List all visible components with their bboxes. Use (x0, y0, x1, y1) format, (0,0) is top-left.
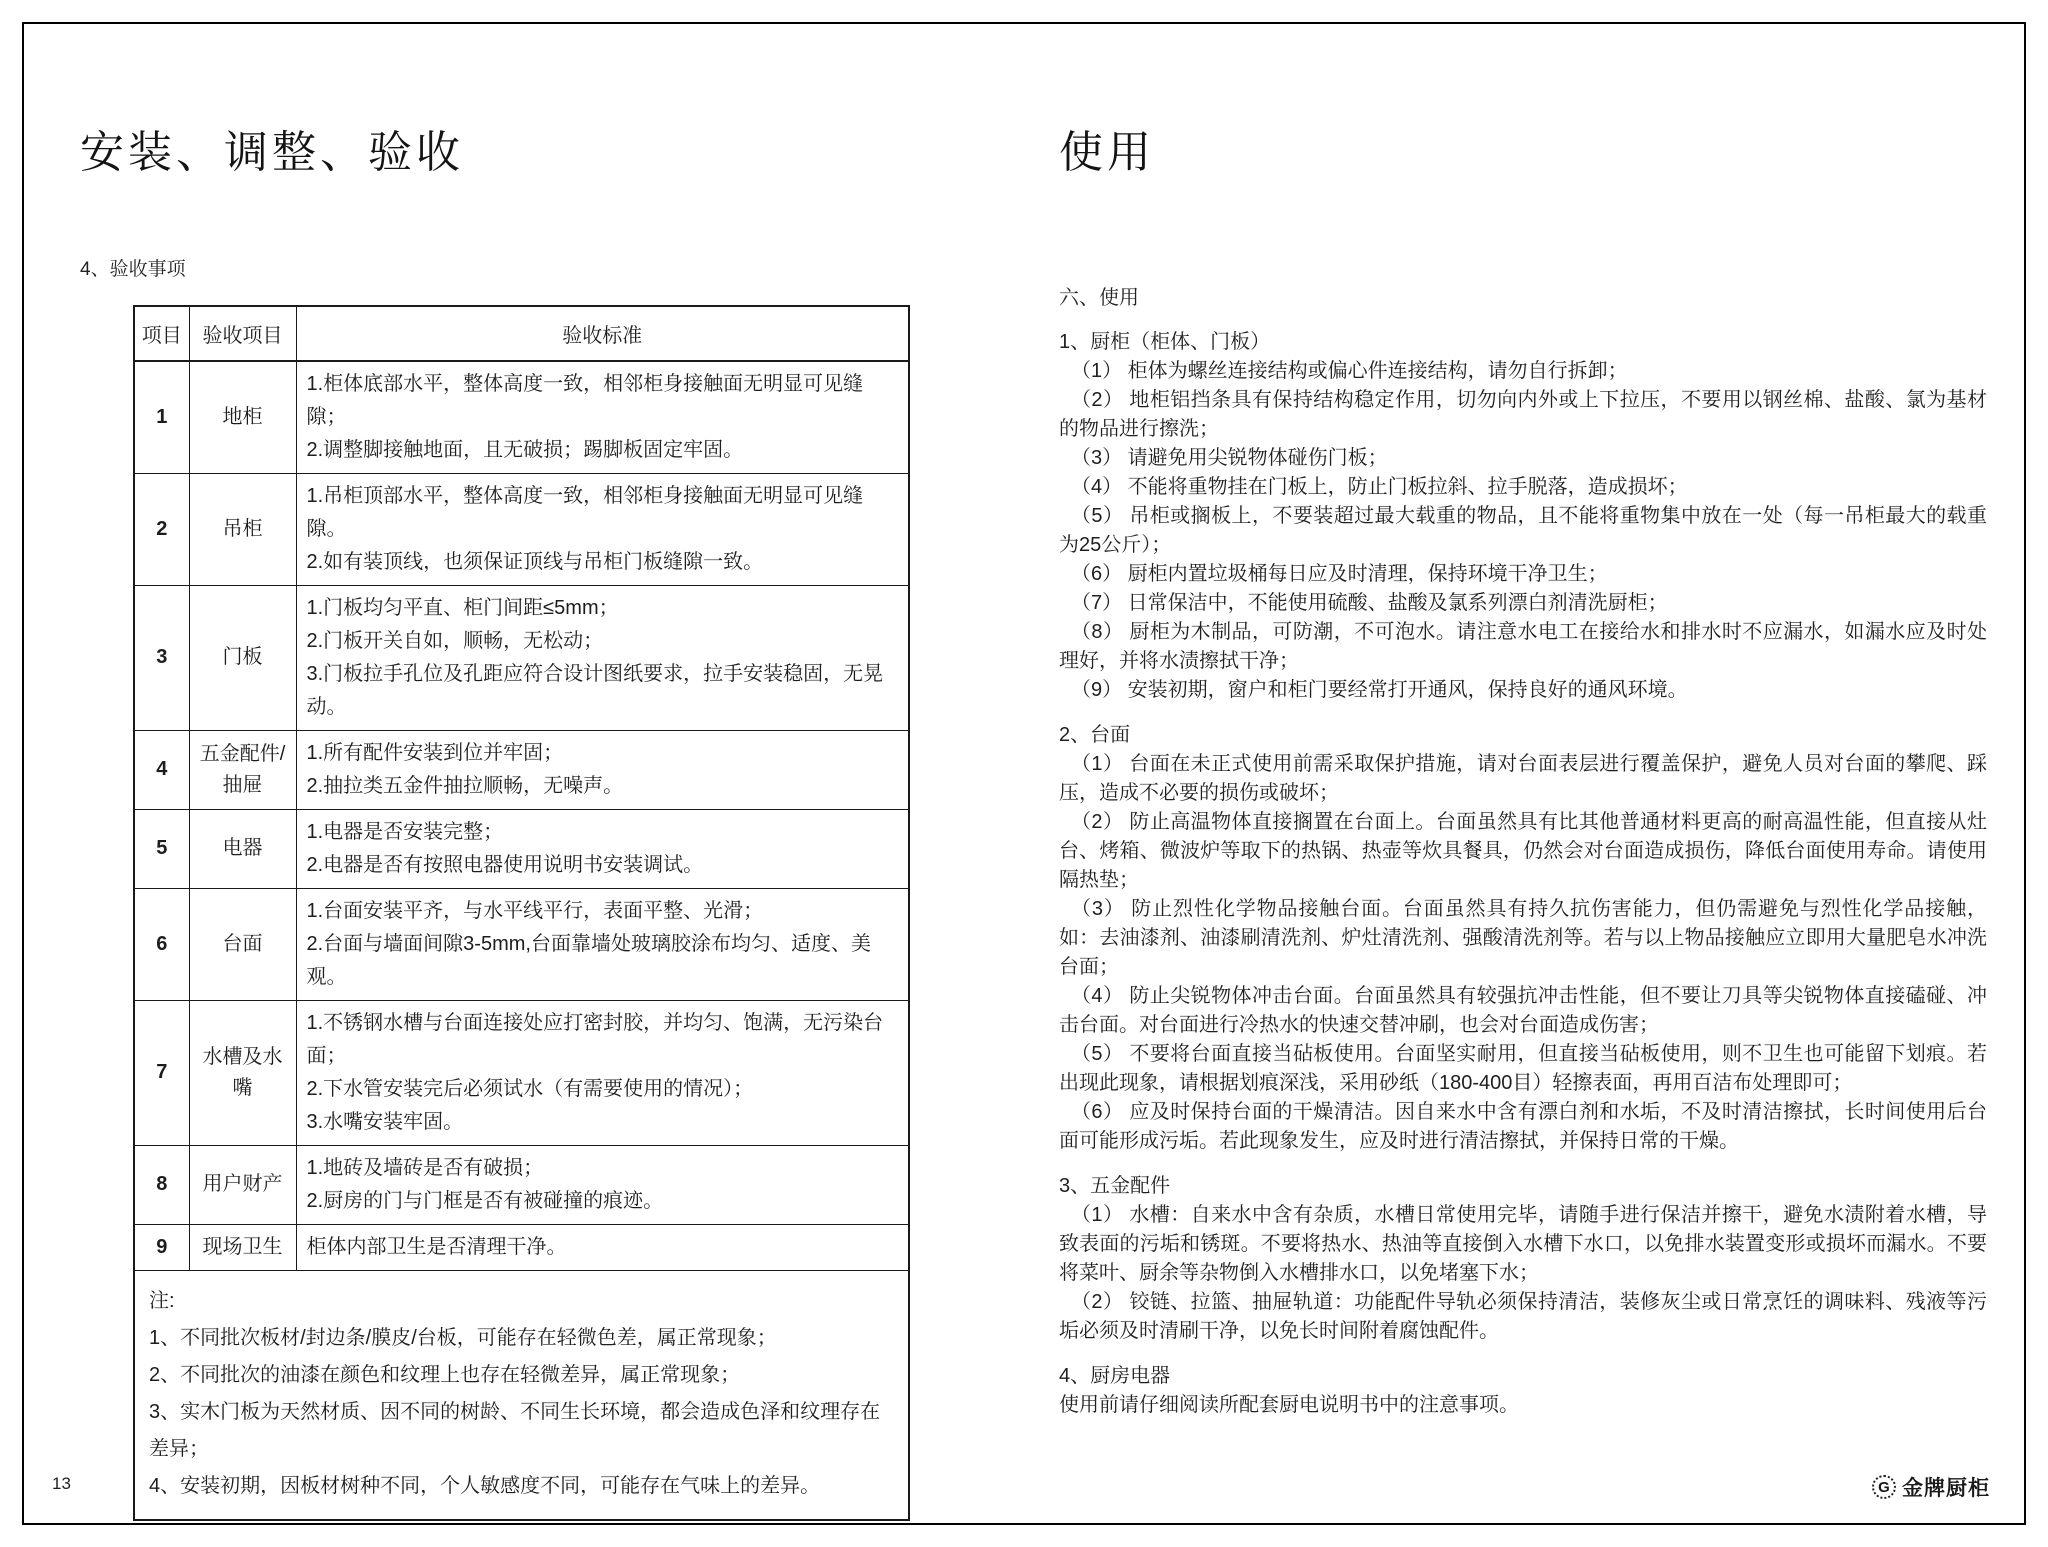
standard-line: 2.台面与墙面间隙3-5mm,台面靠墙处玻璃胶涂布均匀、适度、美观。 (306, 932, 871, 988)
usage-paragraph: （6） 应及时保持台面的干燥清洁。因自来水中含有漂白剂和水垢，不及时清洁擦拭，长时间使用后台面可能形成污垢。若此现象发生，应及时进行清洁擦拭，并保持日常的干燥。 (1059, 1100, 1987, 1152)
table-header-standard: 验收标准 (296, 306, 909, 361)
row-standard-cell (296, 888, 909, 1000)
row-item-name: 地柜 (189, 361, 296, 474)
usage-paragraph: （1） 水槽：自来水中含有杂质，水槽日常使用完毕，请随手进行保洁并擦干，避免水渍附着水槽，导致表面的污垢和锈斑。不要将热水、热油等直接倒入水槽下水口，以免排水装置变形或损坏而漏水。不要将菜叶、厨余等杂物倒入水槽排水口，以免堵塞下水； (1059, 1203, 1987, 1284)
usage-paragraph: （8） 厨柜为木制品，可防潮，不可泡水。请注意水电工在接给水和排水时不应漏水，如漏水应及时处理好，并将水渍擦拭干净； (1059, 620, 1987, 672)
standard-line: 柜体内部卫生是否清理干净。 (306, 1235, 567, 1258)
brand-logo (1872, 1472, 1990, 1502)
usage-paragraph: （1） 台面在未正式使用前需采取保护措施，请对台面表层进行覆盖保护，避免人员对台面的攀爬、踩压，造成不必要的损伤或破坏； (1059, 752, 1987, 804)
row-number: 7 (134, 1000, 189, 1145)
row-standard-cell (296, 1224, 909, 1270)
table-header-row (134, 306, 909, 361)
usage-paragraph: （2） 防止高温物体直接搁置在台面上。台面虽然具有比其他普通材料更高的耐高温性能，但直接从灶台、烤箱、微波炉等取下的热锅、热壶等炊具餐具，仍然会对台面造成损伤，降低台面使用寿命。请使用隔热垫； (1059, 810, 1987, 891)
row-number: 9 (134, 1224, 189, 1270)
standard-line: 3.门板拉手孔位及孔距应符合设计图纸要求，拉手安装稳固，无晃动。 (306, 662, 884, 718)
standard-line: 1.所有配件安装到位并牢固； (306, 741, 564, 764)
row-number: 2 (134, 473, 189, 585)
table-row (134, 1224, 909, 1270)
row-item-name: 水槽及水嘴 (189, 1000, 296, 1145)
table-row (134, 730, 909, 809)
table-row (134, 809, 909, 888)
standard-line: 2.门板开关自如，顺畅，无松动； (306, 629, 604, 652)
row-number: 5 (134, 809, 189, 888)
row-standard-cell (296, 361, 909, 474)
usage-paragraph: （2） 地柜铝挡条具有保持结构稳定作用，切勿向内外或上下拉压，不要用以钢丝棉、盐酸、氯为基材的物品进行擦洗； (1059, 388, 1987, 440)
row-number: 1 (134, 361, 189, 474)
table-notes (134, 1270, 909, 1520)
left-column (80, 128, 940, 1521)
standard-line: 2.抽拉类五金件抽拉顺畅，无噪声。 (306, 774, 624, 797)
row-item-name: 台面 (189, 888, 296, 1000)
left-section-label: 4、验收事项 (80, 258, 186, 280)
acceptance-table (133, 305, 910, 1521)
standard-line: 1.电器是否安装完整； (306, 820, 504, 843)
standard-line: 2.厨房的门与门框是否有被碰撞的痕迹。 (306, 1189, 664, 1212)
standard-line: 3.水嘴安装牢固。 (306, 1110, 464, 1133)
table-row (134, 473, 909, 585)
row-item-name: 用户财产 (189, 1145, 296, 1224)
usage-paragraph: （3） 请避免用尖锐物体碰伤门板； (1071, 446, 1388, 469)
table-header-item-no: 项目 (134, 306, 189, 361)
table-notes-row (134, 1270, 909, 1520)
usage-paragraph: 2、台面 (1059, 723, 1131, 746)
usage-paragraph: （5） 吊柜或搁板上，不要装超过最大载重的物品，且不能将重物集中放在一处（每一吊柜最大的载重为25公斤）； (1059, 504, 1987, 556)
usage-paragraph: （6） 厨柜内置垃圾桶每日应及时清理，保持环境干净卫生； (1071, 562, 1608, 585)
usage-paragraph: 使用前请仔细阅读所配套厨电说明书中的注意事项。 (1059, 1393, 1519, 1416)
right-column (1059, 128, 1987, 1420)
usage-paragraph: （4） 不能将重物挂在门板上，防止门板拉斜、拉手脱落，造成损坏； (1071, 475, 1688, 498)
right-section-label: 六、使用 (1059, 286, 1139, 309)
usage-paragraph: （4） 防止尖锐物体冲击台面。台面虽然具有较强抗冲击性能，但不要让刀具等尖锐物体直接磕碰、冲击台面。对台面进行冷热水的快速交替冲刷，也会对台面造成伤害； (1059, 984, 1987, 1036)
row-standard-cell (296, 730, 909, 809)
table-row (134, 1145, 909, 1224)
brand-letter: G (1878, 1478, 1890, 1496)
row-item-name: 吊柜 (189, 473, 296, 585)
right-page-title: 使用 (1059, 128, 1155, 177)
row-standard-cell (296, 809, 909, 888)
usage-paragraph: （7） 日常保洁中，不能使用硫酸、盐酸及氯系列漂白剂清洗厨柜； (1071, 591, 1668, 614)
usage-text-blocks (1059, 328, 1987, 1420)
row-item-name: 电器 (189, 809, 296, 888)
row-number: 8 (134, 1145, 189, 1224)
usage-paragraph: 1、厨柜（柜体、门板） (1059, 330, 1271, 353)
row-item-name: 门板 (189, 585, 296, 730)
standard-line: 2.调整脚接触地面，且无破损；踢脚板固定牢固。 (306, 438, 744, 461)
row-number: 6 (134, 888, 189, 1000)
standard-line: 1.地砖及墙砖是否有破损； (306, 1156, 544, 1179)
table-row (134, 361, 909, 474)
brand-name: 金牌厨柜 (1902, 1477, 1990, 1500)
usage-paragraph: （1） 柜体为螺丝连接结构或偏心件连接结构，请勿自行拆卸； (1071, 359, 1628, 382)
table-row (134, 888, 909, 1000)
usage-paragraph: （3） 防止烈性化学物品接触台面。台面虽然具有持久抗伤害能力，但仍需避免与烈性化学品接触，如：去油漆剂、油漆刷清洗剂、炉灶清洗剂、强酸清洗剂等。若与以上物品接触应立即用大量肥皂水冲洗台面； (1059, 897, 1987, 978)
row-standard-cell (296, 1145, 909, 1224)
usage-paragraph: （2） 铰链、拉篮、抽屉轨道：功能配件导轨必须保持清洁，装修灰尘或日常烹饪的调味料、残液等污垢必须及时清刷干净，以免长时间附着腐蚀配件。 (1059, 1290, 1987, 1342)
note-line: 3、实木门板为天然材质、因不同的树龄、不同生长环境，都会造成色泽和纹理存在差异； (149, 1400, 881, 1460)
table-row (134, 1000, 909, 1145)
usage-paragraph: （5） 不要将台面直接当砧板使用。台面坚实耐用，但直接当砧板使用，则不卫生也可能留下划痕。若出现此现象，请根据划痕深浅，采用砂纸（180-400目）轻擦表面，再用百洁布处理即可； (1059, 1042, 1987, 1094)
row-number: 3 (134, 585, 189, 730)
note-line: 注: (149, 1289, 175, 1312)
left-page-title: 安装、调整、验收 (80, 128, 464, 177)
row-standard-cell (296, 585, 909, 730)
note-line: 2、不同批次的油漆在颜色和纹理上也存在轻微差异，属正常现象； (149, 1363, 741, 1386)
standard-line: 1.柜体底部水平，整体高度一致，相邻柜身接触面无明显可见缝隙； (306, 372, 864, 428)
standard-line: 1.吊柜顶部水平，整体高度一致，相邻柜身接触面无明显可见缝隙。 (306, 484, 864, 540)
table-row (134, 585, 909, 730)
usage-paragraph: 4、厨房电器 (1059, 1364, 1171, 1387)
page-number: 13 (52, 1474, 71, 1493)
table-header-item-name: 验收项目 (189, 306, 296, 361)
usage-paragraph: （9） 安装初期，窗户和柜门要经常打开通风，保持良好的通风环境。 (1071, 678, 1688, 701)
row-item-name: 现场卫生 (189, 1224, 296, 1270)
standard-line: 2.电器是否有按照电器使用说明书安装调试。 (306, 853, 704, 876)
row-item-name: 五金配件/抽屉 (189, 730, 296, 809)
standard-line: 2.如有装顶线，也须保证顶线与吊柜门板缝隙一致。 (306, 550, 764, 573)
standard-line: 1.不锈钢水槽与台面连接处应打密封胶，并均匀、饱满，无污染台面； (306, 1011, 884, 1067)
row-standard-cell (296, 1000, 909, 1145)
standard-line: 1.门板均匀平直、柜门间距≤5mm； (306, 596, 619, 619)
table-body (134, 361, 909, 1520)
brand-g-icon (1872, 1475, 1896, 1499)
usage-paragraph: 3、五金配件 (1059, 1174, 1171, 1197)
standard-line: 2.下水管安装完后必须试水（有需要使用的情况）； (306, 1077, 754, 1100)
row-standard-cell (296, 473, 909, 585)
standard-line: 1.台面安装平齐，与水平线平行，表面平整、光滑； (306, 899, 764, 922)
note-line: 4、安装初期，因板材树种不同，个人敏感度不同，可能存在气味上的差异。 (149, 1474, 821, 1497)
row-number: 4 (134, 730, 189, 809)
note-line: 1、不同批次板材/封边条/膜皮/台板，可能存在轻微色差，属正常现象； (149, 1326, 777, 1349)
